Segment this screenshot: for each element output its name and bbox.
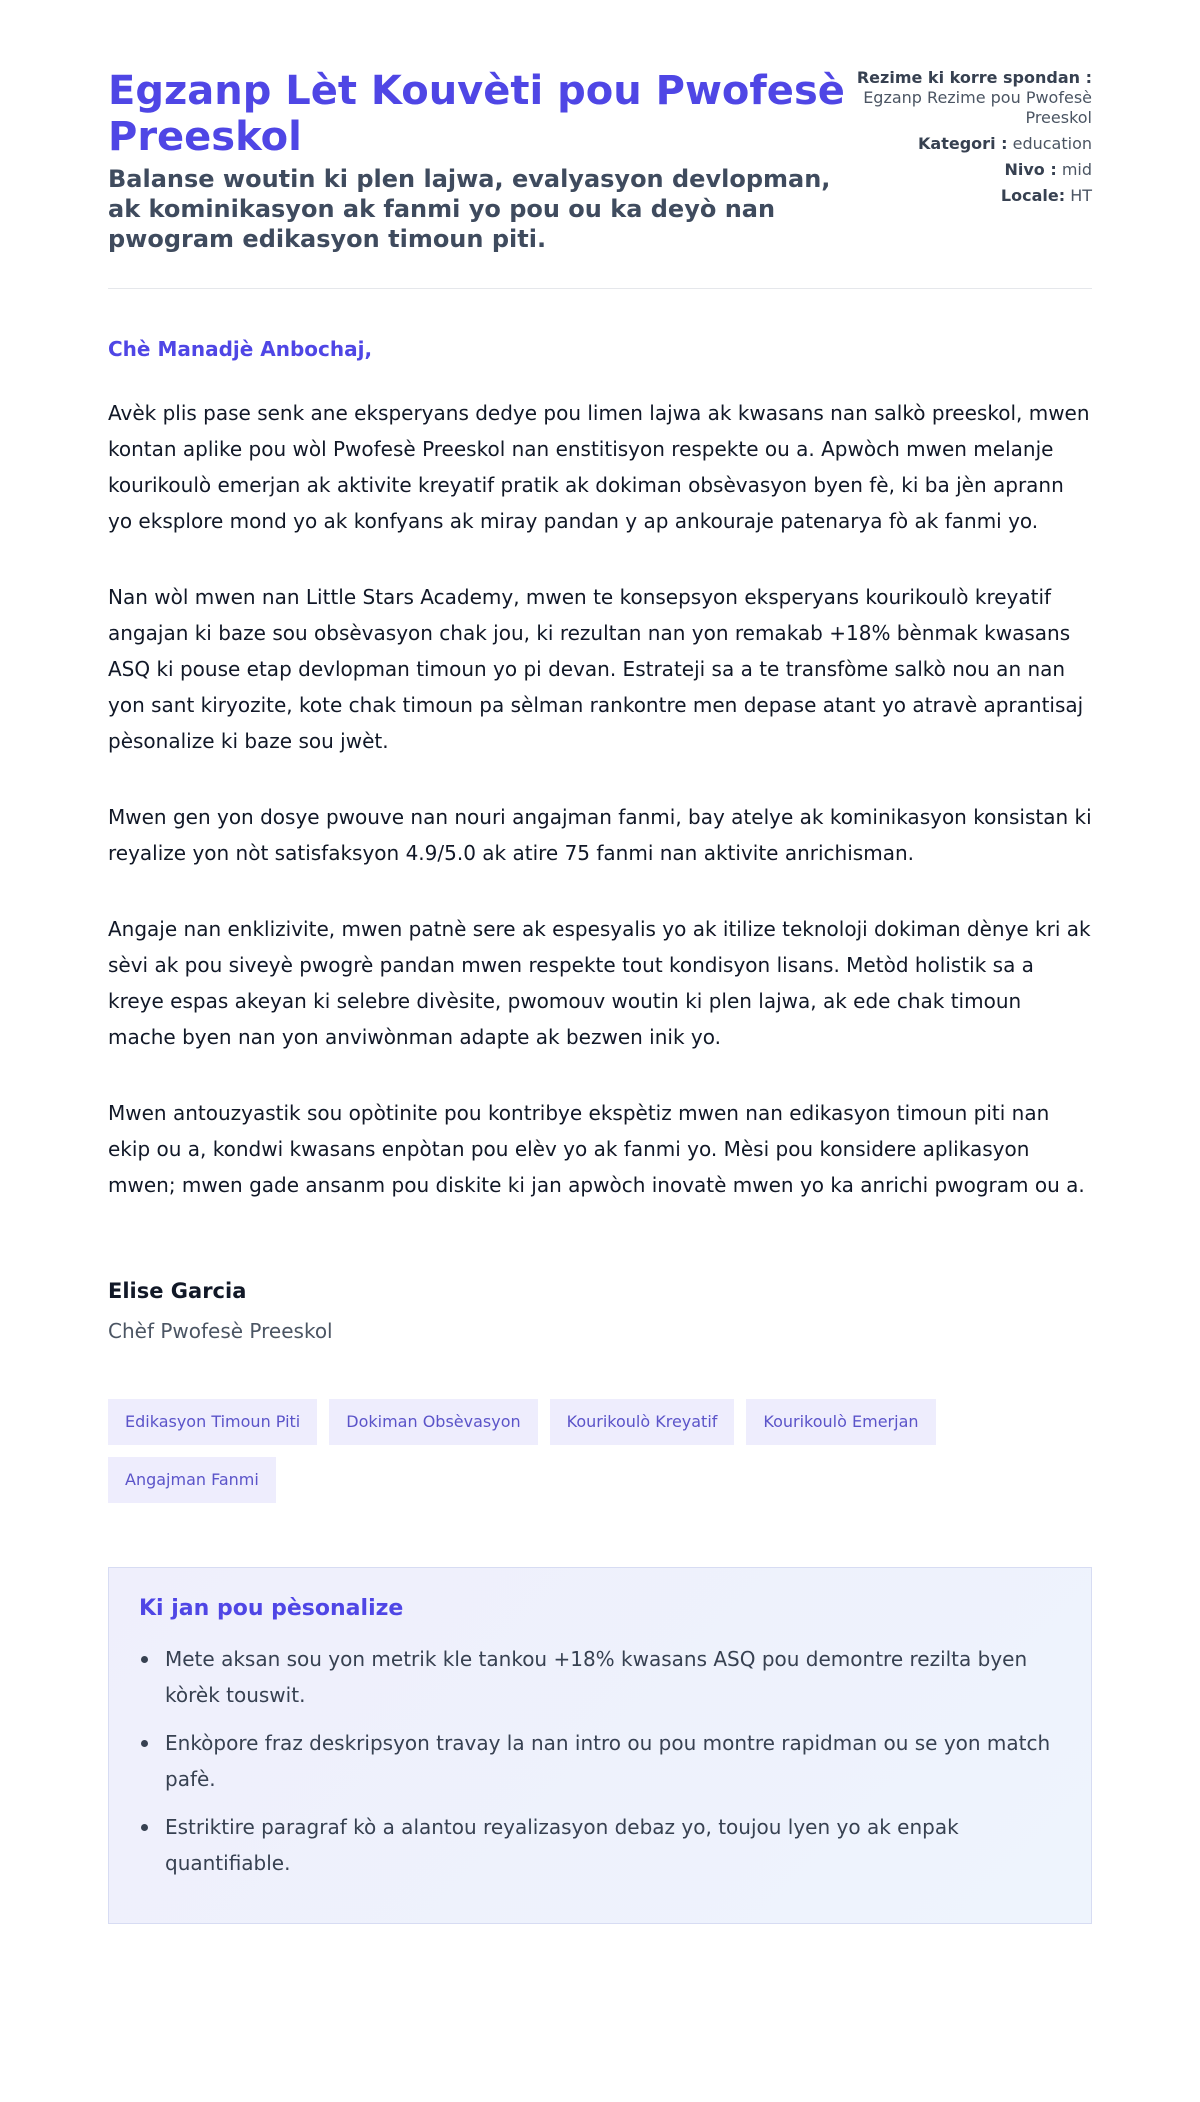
meta-summary-value[interactable]: Egzanp Rezime pou Pwofesè Preeskol bbox=[863, 88, 1092, 127]
meta-summary-key: Rezime ki korre spondan : bbox=[856, 68, 1092, 87]
header-titles bbox=[108, 68, 856, 254]
letter-paragraph-3: Mwen gen yon dosye pwouve nan nouri angajman fanmi, bay atelye ak kominikasyon konsistan ki reyalize yon nòt satisfaksyon 4.9/5.0 ak atire 75 fanmi nan aktivite anrichisman. bbox=[108, 805, 1092, 865]
meta-locale-value: HT bbox=[1070, 186, 1092, 205]
letter-paragraph-4: Angaje nan enklizivite, mwen patnè sere ak espesyalis yo ak itilize teknoloji dokiman dènye kri ak sèvi ak pou siveyè pwogrè pandan mwen respekte tout kondisyon lisans. Metòd holistik sa a kreye espas akeyan ki selebre divèsite, pwomouv woutin ki plen lajwa, ak ede chak timoun mache byen nan yon anviwònman adapte ak bezwen inik yo. bbox=[108, 917, 1091, 1049]
signature-block bbox=[108, 1279, 1092, 1343]
salutation: Chè Manadjè Anbochaj, bbox=[108, 337, 373, 361]
tag-list bbox=[108, 1399, 1008, 1503]
signature-name: Elise Garcia bbox=[108, 1279, 247, 1303]
tip-item: Estriktire paragraf kò a alantou reyalizasyon debaz yo, toujou lyen yo ak enpak quantifiable. bbox=[139, 1809, 1061, 1881]
page-title: Egzanp Lèt Kouvèti pou Pwofesè Preeskol bbox=[108, 68, 845, 160]
tag-chip[interactable]: Angajman Fanmi bbox=[108, 1457, 276, 1503]
letter-paragraph-1: Avèk plis pase senk ane eksperyans dedye pou limen lajwa ak kwasans nan salkò preeskol, mwen kontan aplike pou wòl Pwofesè Preeskol nan enstitisyon respekte ou a. Apwòch mwen melanje kourikoulò emerjan ak aktivite kreyatif pratik ak dokiman obsèvasyon byen fè, ki ba jèn aprann yo eksplore mond yo ak konfyans ak miray pandan y ap ankouraje patenarya fò ak fanmi yo. bbox=[108, 401, 1090, 533]
meta-level-value: mid bbox=[1061, 160, 1092, 179]
tag-chip[interactable]: Dokiman Obsèvasyon bbox=[329, 1399, 537, 1445]
page-subtitle: Balanse woutin ki plen lajwa, evalyasyon devlopman, ak kominikasyon ak fanmi yo pou ou ka deyò nan pwogram edikasyon timoun piti. bbox=[108, 165, 831, 253]
tag-chip[interactable]: Kourikoulò Kreyatif bbox=[550, 1399, 735, 1445]
meta-summary bbox=[856, 68, 1092, 128]
letter-paragraph-5: Mwen antouzyastik sou opòtinite pou kontribye ekspètiz mwen nan edikasyon timoun piti nan ekip ou a, kondwi kwasans enpòtan pou elèv yo ak fanmi yo. Mèsi pou konsidere aplikasyon mwen; mwen gade ansanm pou diskite ki jan apwòch inovatè mwen yo ka anrichi pwogram ou a. bbox=[108, 1101, 1085, 1197]
meta-category-value: education bbox=[1012, 134, 1092, 153]
tip-item: Mete aksan sou yon metrik kle tankou +18% kwasans ASQ pou demontre rezilta byen kòrèk touswit. bbox=[139, 1641, 1061, 1713]
tag-chip[interactable]: Edikasyon Timoun Piti bbox=[108, 1399, 317, 1445]
letter-body bbox=[108, 289, 1092, 1924]
meta-category bbox=[856, 134, 1092, 154]
customization-tips-box bbox=[108, 1567, 1092, 1924]
tips-list bbox=[139, 1641, 1061, 1881]
meta-locale-key: Locale: bbox=[1000, 186, 1066, 205]
tag-chip[interactable]: Kourikoulò Emerjan bbox=[746, 1399, 935, 1445]
meta-category-key: Kategori : bbox=[918, 134, 1008, 153]
meta-level bbox=[856, 160, 1092, 180]
page-header bbox=[108, 68, 1092, 289]
meta-locale bbox=[856, 186, 1092, 206]
tips-title: Ki jan pou pèsonalize bbox=[139, 1596, 404, 1621]
letter-paragraph-2: Nan wòl mwen nan Little Stars Academy, mwen te konsepsyon eksperyans kourikoulò kreyatif angajan ki baze sou obsèvasyon chak jou, ki rezultan nan yon remakab +18% bènmak kwasans ASQ ki pouse etap devlopman timoun yo pi devan. Estrateji sa a te transfòme salkò nou an nan yon sant kiryozite, kote chak timoun pa sèlman rankontre men depase atant yo atravè aprantisaj pèsonalize ki baze sou jwèt. bbox=[108, 585, 1084, 753]
meta-panel bbox=[856, 68, 1092, 212]
signature-title: Chèf Pwofesè Preeskol bbox=[108, 1319, 333, 1343]
meta-level-key: Nivo : bbox=[1004, 160, 1057, 179]
tip-item: Enkòpore fraz deskripsyon travay la nan intro ou pou montre rapidman ou se yon match pafè. bbox=[139, 1725, 1061, 1797]
